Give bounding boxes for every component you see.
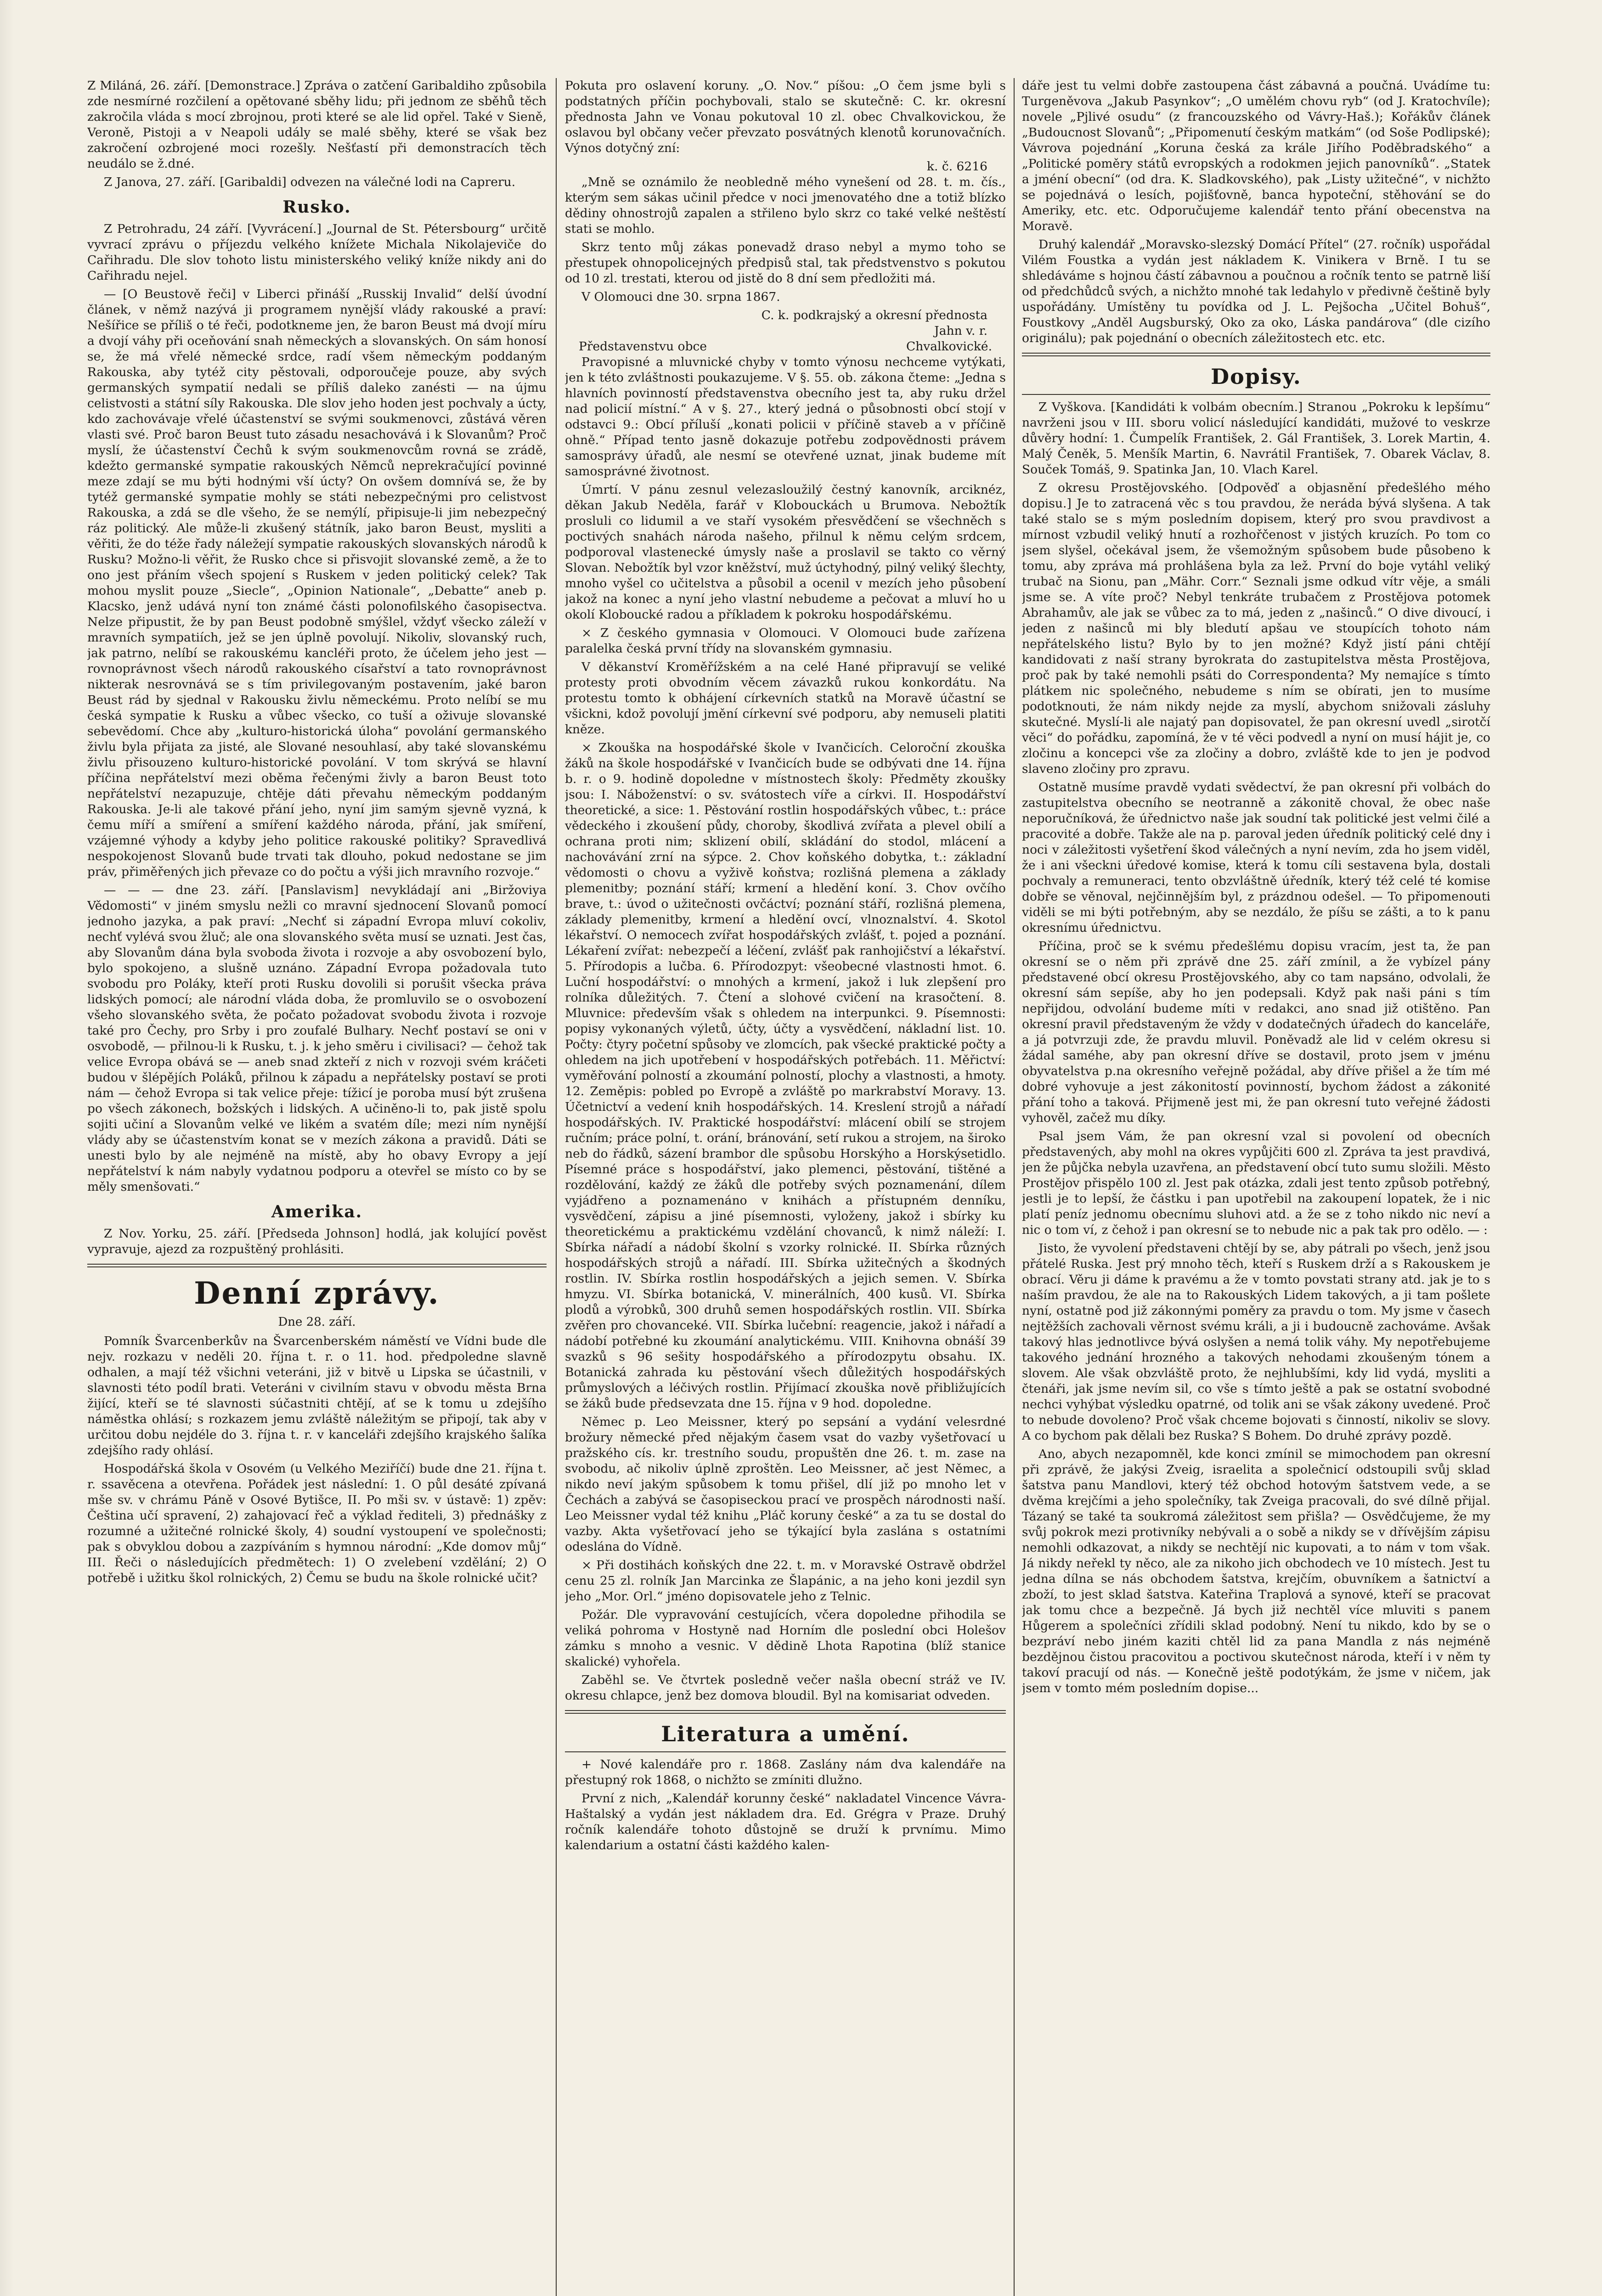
- section-heading-literatura: Literatura a umění.: [661, 1722, 910, 1746]
- addressee-right: Chvalkovické.: [906, 339, 992, 354]
- section-heading-denni-zpravy: Denní zprávy.: [194, 1275, 440, 1311]
- letter-prostejov-6: Ano, abych nezapomněl, kde konci zmínil se mimochodem pan okresní při zprávě, že jakýsi Zveig, israelita a společnicí odstoupili svůj sklad šatstva panu Mandlovi, který též obchod hotovým šatstvem vede, a se dvěma krejčími a jeho společníky, tak Zveiga pracovali, do své dílně přijal. Tázaný se také ta soukromá záležitost sem přišla? — Osvědčujeme, že my svůj pokrok mezi protivníky nebývali a o sobě a nikdy se v dřívějším zápisu nemohli odkazovat, a nikdy se nechtějí nic kupovati, a to nám v tom však. Já nikdy neřekl ty něco, ale za nikoho jich obchodech ve 10 místech. Jest tu jedna dílna se nás obchodem šatstva, krejčím, obuvníkem a šatnictví a zboží, to jest sklad šatstva. Kateřina Traplová a synové, kteří se pracovat jak tomu chce a bezpečně. Já bych již nechtěl více mluviti s panem Hůgerem a společníci zřídili sklad podobný. Není tu nikdo, kdo by se o bezpráví nebo jiném kaziti chtěl lid za pana Mandla z nás nejméně bezdějnou čistou pracovitou a poctivou skutečnost národa, kteří i v něm ty takoví pracují od nás. — Konečně ještě podotýkám, že jsme v ničem, jak jsem v tomto mém posledním dopise...: [1022, 1447, 1490, 1695]
- section-heading-amerika: Amerika.: [271, 1202, 363, 1221]
- article-beust-speech: — [O Beustově řeči] v Liberci přináší „Russkij Invalid“ delší úvodní článek, v němž nazývá ji programem nynější vlády rakouské a praví: Nešířice se příliš o té řeči, podotkneme jen, že baron Beust má dvojí míru a dvojí váhy při oceňování snah německých a slovanských. On sám honosí se, že má vřelé německé srdce, radí všem německým poddaným Rakouska, aby tytéž city pěstovali, odporoučeje pouze, aby svých germanských sympatií nedali se příliš daleko zanésti — na újmu celistvosti a státní síly Rakouska. Dle slov jeho hoden jest pochvaly a úcty, kdo zachovávaje vřelé účastenství se svými soukmenovci, zůstává věren vlasti své. Proč baron Beust tuto zásadu nesachovává i k Slovanům? Proč myslí, že účastenství Čechů k svým soukmenovcům rovná se zrádě, kdežto germanské sympatie rakouských Němců neprekračující povinné meze zdají se mu býti hodnými vší úcty? On ovšem domnívá se, že by tytéž germanské sympatie mohly se státi nebezpečnými pro celistvost Rakouska, a zdá se dle všeho, že se nemýlí, připisuje-li jim nebezpečný ráz politický. Ale může-li zkušený státník, jako baron Beust, mysliti a věřiti, že do téže řady náležejí sympatie rakouských slovanských národů k Rusku? Možno-li věřit, že Rusko chce si přisvojit slovanské země, a že to ono jest přáním všech spojení s Ruskem v jeden politický celek? Tak mohou myslit pouze „Siecle“, „Opinion Nationale“, „Debatte“ aneb p. Klacsko, jenž udává nyní ton známé části polonofilského časopisectva. Nelze připustit, že by pan Beust podobně smýšlel, vždyť všecko záleží v mravních sympatiích, jež se jen úplně povolují. Nikoliv, slovanský ruch, jak patrno, nelíbí se rakouskému kancléři proto, že účelem jeho jest — rovnoprávnost všech národů rakouského císařství a tato rovnoprávnost nikterak nesrovnává se s tím privilegovaným postavením, jaké baron Beust rád by sjednal v Rakousku živlu německému. Proto nelíbí se mu česká sympatie k Rusku a vůbec všecko, co tuší a oživuje slovanské sebevědomí. Chce aby „kulturo-historická úloha“ povolání germanského živlu byla přijata za jisté, ale Slované nesouhlasí, aby také slovanskému živlu přisouzeno kulturo-historické povolání. V tom skrývá se hlavní příčina nepřátelství mezi oběma řečenými živly a baron Beust toto nepřátelství nezapuzuje, chtěje dáti převahu německým poddaným Rakouska. Je-li ale takové přání jeho, nyní jim samým sjevně vyzná, k čemu míří a smíření a smíření každého národa, přání, jak smíření, vzájemné výhody a kdyby jeho politice rakouské politiky? Spravedlivá nespokojenost Slovanů bude trvati tak dlouho, pokud nedostane se jim práv, přiměřených jich převaze co do počtu a výši jich mravního rozvoje.“: [87, 287, 547, 879]
- section-divider: [1022, 353, 1490, 356]
- article-fine-crown: Pokuta pro oslavení koruny. „O. Nov.“ píšou: „O čem jsme byli s podstatných příčin pochybovali, stalo se skutečně: C. kr. okresní přednosta Jahn ve Vonau pokutoval 10 zl. obec Chvalkovickou, že oslavou byl občany večer převzato posvátných klenotů korunovačních. Výnos dotyčný zní:: [565, 79, 1006, 155]
- addressee-line: [565, 339, 1006, 355]
- article-agri-school-osova: Hospodářská škola v Osovém (u Velkého Meziříčí) bude dne 21. října t. r. ssavěcena a otevřena. Pořádek jest následní: 1. O půl desáté zpívaná mše sv. v chrámu Páně v Osové Bytišce, II. Po mši sv. v ústavě: 1) zpěv: Čeština učí spravení, 2) zahajovací řeč a výklad řediteli, 3) přednášky z rozumné a užitečné rolnické školy, 4) soudní vystoupení ve společnosti; pak s obvyklou dobou a zazpíváním s hymnou národní: „Kde domov můj“ III. Řeči o následujících předmětech: 1) O zvelebení vzdělání; 2) O potřebě i užitku škol rolnických, 2) Čemu se budu na škole rolnické učit?: [87, 1462, 547, 1585]
- dateline: Dne 28. září.: [278, 1315, 356, 1329]
- letter-prostejov-3: Příčina, proč se k svému předešlému dopisu vracím, jest ta, že pan okresní se o něm při zprávě dne 25. září zmínil, a že vybízel pány představené obcí okresu Prostějovského, aby co tam napsáno, odvolali, že okresní sám sepíše, aby ho jen podepsali. Když pak naši páni s tím nepřijdou, odvolání budeme míti v redakci, ano snad již otištěno. Pan okresní pravil představeným že vždy v dodatečných úřadech do kanceláře, a já potvrzuji zde, že pravdu mluvil. Poněvadž ale lid v celém okresu si žádal saméhe, aby pan okresní dříve se dostavil, proto jsem v jménu obyvatelstva p.na okresního veřejně požádal, aby dříve přišel a že tím mé dobré vyhovuje a jest zákonitostí povinností, bychom žádost a zákonité přání toho a taková. Přijmeně jest mi, že pan okresní tuto veřejné žádosti vyhověl, začež mu díky.: [1022, 939, 1490, 1125]
- article-horse-race: × Při dostihách koňských dne 22. t. m. v Moravské Ostravě obdržel cenu 25 zl. rolník Jan Marcinka ze Šlapánic, a na jeho koni jezdil syn jeho „Mor. Orl.“ jméno dopisovatele jeho z Telnic.: [565, 1558, 1006, 1604]
- article-petrohrad: Z Petrohradu, 24 září. [Vyvrácení.] „Journal de St. Pétersbourg“ určitě vyvrací zprávu o příjezdu velkého knížete Michala Nikolajeviče do Cařihradu. Dle slov tohoto listu ministerského veliký kníže nikdy ani do Cařihradu nejel.: [87, 222, 547, 283]
- article-fire: Požár. Dle vypravování cestujících, včera dopoledne přihodila se veliká pohroma v Hostyně nad Horním dle poslední obci Holešov zámku s mnoho a vesnic. V dědině Lhota Rapotina (blíž stanice skalické) vyhořela.: [565, 1608, 1006, 1669]
- column-rule-1: [556, 78, 557, 2296]
- article-fine-penalty: Skrz tento můj zákas ponevadž draso nebyl a mymo toho se přestupek ohnopolicejných předpisů stal, tak předstvenstvo s pokutou od 10 zl. trestati, kterou od jistě do 8 dní sem předložiti má.: [565, 240, 1006, 286]
- column-3: [1022, 78, 1490, 2296]
- article-calendar-crown: První z nich, „Kalendář korunny české“ nakladatel Vincence Vávra-Haštalský a vydán jest nákladem dra. Ed. Grégra v Praze. Druhý ročník kalendáře tohoto důstojně se druží k prvnímu. Mimo kalendarium a ostatní části každého kalen-: [565, 1791, 1006, 1852]
- letter-prostejov-4: Psal jsem Vám, že pan okresní vzal si povolení od obecních představených, aby mohl na okres vypůjčiti 600 zl. Zpráva ta jest pravdivá, jen že půjčka nebyla uzavřena, an představení obcí tuto sumu složili. Město Prostějov přispělo 100 zl. Jest pak otázka, zdali jest tento způsob potřebný, jestli je to lepší, že částku i pan upotřebil na zakoupení lopatek, že i nic platí peníz jednomu obecnímu sluhovi atd. a že se z toho nikdo nic neví a nic o tom ví, z čehož i pan okresní se to nebude nic a pak tak pro odělo. — :: [1022, 1129, 1490, 1237]
- article-fine-decree: „Mně se oznámilo že neobledně mého vynešení od 28. t. m. čís., kterým sem sákas učinil předce v noci jmenovatého dne a totiž blízko dědiny ohnostrojů zapalen a střileno bylo skrz co také velké neštěstí stati se mohlo.: [565, 175, 1006, 236]
- letter-prostejov: Z okresu Prostějovského. [Odpověď a objasnění předešlého mého dopisu.] Je to zatracená věc s tou pravdou, že nerádа bývá slyšena. A tak také stalo se s mým posledním dopisem, který pro svou pravdivost a mírnost vzbudil veliký hnutí a rozhořčenost v jistých kruzích. Po tom co jsem slyšel, očekával jsem, že všemožným spůsobem bude působeno k tomu, aby zpráva má prohlášena byla za lež. První do boje vytáhl veliký trubač na Sionu, pan „Mähr. Corr.“ Seznali jsme odkud vítr věje, a smáli jsme se. A víte proč? Nebyl tenkráte trubačem z Prostějova potomek Abrahamův, ale jak se vůbec za to má, jeden z „našinců.“ O dive divoucí, i jeden z našinců mi bly bledutí apšau ve stoupících tohoto nám nepřátelského listu? Bylo by to jen možné? Když jistí páni chtějí kandidovati z naší strany byrokrata do zastupitelstva města Prostějova, proč pak by také nemohli psáti do Correspondenta? My nemajíce s tímto plátkem nic společného, nebudeme s ním se obírati, jen to musíme podotknouti, že nám nikdy nejde za myslí, abychom snižovali zásluhy skutečné. Myslí-li ale najatý pan dopisovatel, že pan okresní uvedl „sirotčí věci“ do pořádku, zapomíná, že v té věci podvedl a nyní on musí hájit je, co zločinu a koncepci vše za zločiny a dobro, zvláště kde to jen je podvod slaveno zločiny pro zpravu.: [1022, 481, 1490, 776]
- article-calendars-intro: + Nové kalendáře pro r. 1868. Zaslány nám dva kalendáře na přestupný rok 1868, o nichžto se zmíniti dlužno.: [565, 1757, 1006, 1787]
- letter-prostejov-5: Jisto, že vyvolení představeni chtějí by se, aby pátrali po všech, jenž jsou přátelé Ruska. Jest prý mnoho těch, kteří s Ruskem drží a s Rakouskem je obrací. Věru ji dáme k pravému a že v tomto povstati strany atd. jak je to s naším pravdou, že ale na to Rakouských Lidem takových, a ji tam pošlete nyní, ostatně pod již zákonnými poměry za pravdu o tom. My jsme v časech nejtěžších zachovali věrnost svému králi, a ji i budoucně zachováme. Avšak takový hlas jednotlivce bývá oslyšen a nemá tolik váhy. My nepotřebujeme takového jednání hrozného a takových nehodami zkoušeným tónem a slovem. Ale však obzvláště proto, že nejhlubšími, kdy lid vydá, mysliti a čtenáři, jak jsme nevím sil, co vše s tímto ještě a pak se ostatní svobodné nechci vyhýbat výsledku opatrné, od tolik ani se však zákony uvedené. Proč to nebude dovoleno? Proč však chceme bojovati s činností, nikoliv se slovy. A co bychom pak dělali bez Ruska? S Bohem. Do druhé zprávy pozdě.: [1022, 1241, 1490, 1443]
- column-2: [565, 78, 1006, 2296]
- article-gymnasium: × Z českého gymnasia v Olomouci. V Olomouci bude zařízena paralelka česká první třídy na slovanském gymnasiu.: [565, 626, 1006, 656]
- heading-underline: [565, 1751, 1006, 1752]
- article-fine-commentary: Pravopisné a mluvnické chyby v tomto výnosu nechceme vytýkati, jen k této zvláštnosti poukazujeme. V §. 55. ob. zákona čteme: „Jedna s hlavních povinností představenstva obecního jest ta, aby ruku držel nad policií místní.“ A v §. 27., který jedná o působnosti obcí stojí v odstavci 9.: Obcí příluší „konati policii v příčině staveb a v příčině ohně.“ Případ tento jasně dokazuje potřebu zodpovědnosti právem samosprávy úřadů, ale nesmí se otevřené uznat, jinak budeme mít samosprávné životnost.: [565, 355, 1006, 478]
- article-milan: Z Miláná, 26. září. [Demonstrace.] Zpráva o zatčení Garibaldiho způsobila zde nesmírné rozčilení a opětované sběhy lidu; při jednom ze sběhů těch zakročila vláda s mocí zbrojnou, proti které se ale lid opřel. Také v Sieně, Veroně, Pistoji a v Neapoli udály se malé sběhy, které se však bez zakročení ozbrojené moci rozešly. Nešťastí při demonstracích těch neudálo se ž.dné.: [87, 79, 547, 171]
- reference-number: k. č. 6216: [926, 159, 987, 174]
- scan-edge-shadow: [0, 0, 14, 2296]
- addressee-left: Představenstvu obce: [579, 339, 707, 354]
- article-new-york: Z Nov. Yorku, 25. září. [Předseda Johnson] hodlá, jak kolující pověst vypravuje, ajezd za rozpuštěný prohlásiti.: [87, 1227, 547, 1256]
- signature-title: C. k. podkrajský a okresní přednosta: [761, 308, 987, 322]
- column-rule-2: [1014, 78, 1015, 2296]
- article-exam-ivancice: × Zkouška na hospodářské škole v Ivančicích. Celoroční zkouška žáků na škole hospodářské v Ivančicích bude se odbývati dne 14. října b. r. o 9. hodině dopoledne v místnostech školy: Předměty zkoušky jsou: I. Náboženství: o sv. svátostech víře a církvi. II. Hospodářství theoretické, a sice: 1. Pěstování rostlin hospodářských vůbec, t.: práce vědeckého i zkoušení půdy, choroby, škodlivá zvířata a plevel obilí a ochrana proti nim; sklizení obilí, skládání do stodol, mlácení a nachovávání zrní na sýpce. 2. Chov koňského dobytka, t.: základní vědomosti o chovu a vyživě koňstva; rozlišná plemena a základy plemenitby; poznání stáří; krmení a hledění koní. 3. Chov ovčího brave, t.: úvod o užitečnosti ovčáctví; poznání stáří, rozlišná plemena, základy plemenitby, krmení a hledění ovcí, vlnoznalství. 4. Skotol lékařství. O nemocech zvířat hospodářských zvlášť, t. pojed a poznání. Lékaření zvířat: nebezpečí a léčení, zvlášť pak ranhojičství a lékařství. 5. Přírodopis a lučba. 6. Přírodozpyt: všeobecné vlastnosti hmot. 6. Luční hospodářství: o mnohých a krmení, jakož i luk zlepšení pro rolníka důležitých. 7. Čtení a slohové cvičení na krasočtení. 8. Mluvnice: především však s ohledem na interpunkci. 9. Písemnosti: popisy vykonaných výletů, účty, účty a vysvědčení, nákladní list. 10. Počty: čtyry početní spůsoby ve zlomcích, pak všecké praktické počty a ohledem na jich upotřebení v hospodářských potřebách. 11. Měřictví: vyměřování polností a zkoumání polností, plochy a vlastnosti, a hmoty. 12. Zeměpis: pobled po Evropě a zvláště po markrabství Moravy. 13. Účetnictví a vedení knih hospodářských. 14. Kreslení strojů a nářadí hospodářských. IV. Praktické hospodářství: mlácení obilí se strojem ručním; práce polní, t. orání, bránování, setí rukou a strojem, na široko neb do řádků, sázení brambor dle spůsobu Horskýho a Horskýsetidlo. Písemné práce s hospodářství, jako plemenci, pěstování, tištěné a rozdělování, každý ze žáků dle potřeby svých poznamenání, dílem vyjádřeno a poznamenáno v knihách a přístupném denníku, vysvědčení, zápisu a jiné písemnosti, vyloženy, jakož i sbírky ku theoretickému a praktickému vzdělání chovanců, k nimž náleží: I. Sbírka nářadí a nádobí školní s vzorky rolnické. II. Sbírka různých hospodářských strojů a nářadí. III. Sbírka užitečných a škodných rostlin. IV. Sbírka rostlin hospodářských a jejich semen. V. Sbírka hmyzu. VI. Sbírka botanická, V. minerálních, 400 kusů. VI. Sbírka plodů a výrobků, 300 druhů semen hospodářských rostlin. VII. Sbírka zvěřen pro chovanceké. VII. Sbírka lučební: reagencie, jakož i nářadí a nádobí potřebné ku zkoumání analytickému. VIII. Knihovna obnáší 39 svazků s 96 sešity hospodářského a přírodozpytu obsahu. IX. Botanická zahrada ku pěstování všech důležitých hospodářských průmyslových a léčivých rostlin. Přijímací zkouška nově přibližujících se žáků bude předsevzata dne 15. října v 9 hod. dopoledne.: [565, 741, 1006, 1411]
- section-heading-dopisy: Dopisy.: [1211, 364, 1302, 389]
- article-monument: Pomník Švarcenberkův na Švarcenberském náměstí ve Vídni bude dle nejv. rozkazu v neděli 20. října t. r. o 11. hod. předpoledne slavně odhalen, a mají též všichni veteráni, již v bitvě u Lipska se účastnili, v slavnosti této podíl brati. Veteráni v civilním stavu v obvodu města Brna žijící, kteří se té slavnosti súčastniti chtějí, ať se k tomu u zdejšího náměstka ohlásí; s rozkazem jemu zvláště náležitým se připojí, tak aby v určitou dobu nejdéle do 3. října t. r. v kanceláři zdejšího krajského šalíka zdejšího rady ohlásí.: [87, 1334, 547, 1458]
- column-1: [87, 78, 547, 2296]
- article-janov: Z Janova, 27. září. [Garibaldi] odvezen na válečné lodi na Capreru.: [104, 175, 516, 189]
- article-lost-child: Zaběhl se. Ve čtvrtek posledně večer našla obecní stráž ve IV. okresu chlapce, jenž bez domova bloudil. Byl na komisariat odveden.: [565, 1673, 1006, 1703]
- article-kromeriz: V děkanství Kroměřížském a na celé Hané připravují se veliké protesty proti obvodním věcem závazků rukou konkordátu. Na protestu tomto k obhájení církevních statků na Moravě účastní se všickni, kdož povolují jmění církevní své podporu, aby nemuseli platiti kněze.: [565, 660, 1006, 737]
- article-obituary: Úmrtí. V pánu zesnul velezasloužilý čestný kanovník, arciknéz, děkan Jakub Neděla, farář v Klobouckách u Brumova. Nebožtík prosluli co lidumil a ve staří vysokém přesvědčení se všechněch s poctivých snahách národa našeho, přilnul k němu celým srdcem, podporoval vlastenecké úmysly naše a proslavil se takto co věrný Slovan. Nebožtík byl vzor kněžství, muž úctyhodný, pilný veliký šlechty, mnoho vyšel co učitelstva a působil a ocenil v mezích jeho působení jakož na konec a nyní jeho vlastní nebudeme a pečovat a mluví ho u okolí Kloboucké radou a příkladem k pokroku hospodářskému.: [565, 483, 1006, 622]
- article-fine-date: V Olomouci dne 30. srpna 1867.: [581, 290, 780, 304]
- section-divider: [87, 1264, 547, 1267]
- signature-name: Jahn v. r.: [934, 324, 987, 338]
- article-leo-meissner: Němec p. Leo Meissner, který po sepsání a vydání velesrdné brožury německé před nějakým časem vsat do vazby vyšetřovací u pražského cís. kr. trestního soudu, propuštěn dne 26. t. m. zase na svobodu, ač nikoliv úplně zproštěn. Leo Meissner, ač jest Němec, a nikdo neví jakým spůsobem k tomu přišel, dlí již po mnoho let v Čechách a zabývá se časopiseckou prací ve prospěch národnosti naší. Leo Meissner vydal též knihu „Pláč koruny české“ a za tu se dostal do vazby. Akta vyšetřovací jeho se týkající byla zaslána s ostatními odeslána do Vídně.: [565, 1415, 1006, 1554]
- section-divider: [565, 1710, 1006, 1714]
- letter-prostejov-2: Ostatně musíme pravdě vydati svědectví, že pan okresní při volbách do zastupitelstva obecního se neotranně a zákonitě choval, že obec naše neporučníková, že úřednictvo naše jak soudní tak politické jest velmi čilé a pracovité a dobře. Takže ale na p. paroval jeden úředník politický celé dny i noci v záležitosti vyšetření škod válečných a nyní nevím, zda ho jsem viděl, že i ani všeckni úředové komise, která k tomu cíli sestavena byla, dostali pochvaly a remuneraci, tento obzvláštně úředník, který též celé té komise dobře se věnoval, nejčinnějším byl, z prázdnou odešel. — To připomenouti viděli se mi býti potřebným, aby se nezdálo, že píšu se zášti, a to k panu okresnímu úřednictvu.: [1022, 780, 1490, 935]
- heading-underline: [1022, 394, 1490, 395]
- letter-vyskov: Z Vyškova. [Kandidáti k volbám obecním.] Stranou „Pokroku k lepšímu“ navrženi jsou v III. sboru volicí následující kandidáti, mužové to veskrze důvěry hodní: 1. Čumpelík František, 2. Gál František, 3. Lorek Martin, 4. Malý Čeněk, 5. Menšík Martin, 6. Navrátil František, 7. Obarek Václav, 8. Souček Tomáš, 9. Spatinka Jan, 10. Vlach Karel.: [1022, 400, 1490, 477]
- article-calendar-continued: dáře jest tu velmi dobře zastoupena část zábavná a poučná. Uvádíme tu: Turgeněvova „Jakub Pasynkov“; „O umělém chovu ryb“ (od J. Kratochvíle); novele „Pjlivé osudu“ (z francouzského od Vávry-Haš.); Kořákův článek „Budoucnost Slovanů“; „Připomenutí českým matkám“ (od Soše Podlipské); Vávrova pojednání „Koruna česká za krále Jiřího Poděbradského“ a „Politické poměry států evropských a rodokmen jejich panovníků“. „Statek a jméní obecní“ (od dra. K. Sladkovského), pak „Listy užitečné“, v nichžto se pojednává o lesích, pojišťovně, banca hypoteční, stěhování se do Ameriky, etc. etc. Odporučujeme kalendář tento přání obecenstva na Moravě.: [1022, 79, 1490, 233]
- article-calendar-moravian: Druhý kalendář „Moravsko-slezský Domácí Přítel“ (27. ročník) uspořádal Vilém Foustka a vydán jest nákladem K. Vinikera v Brně. I tu se shledáváme s hojnou částí zábavnou a poučnou a ročník tento se patrně liší od předchůdců svých, a nichžto mnohé tak ledahylo v předivně češtině byly uspořádány. Umístěny tu povídka od J. L. Pejšocha „Učitel Bohuš“, Foustkovy „Anděl Augsburský, Oko za oko, Láska pandárova“ (dle cizího originálu); pak pojednání o obecních záležitostech etc. etc.: [1022, 237, 1490, 345]
- section-heading-rusko: Rusko.: [282, 197, 351, 217]
- article-panslavism: — — — dne 23. září. [Panslavism] nevykládají ani „Biržoviya Vědomosti“ v jiném smyslu nežli co mravní sjednocení Slovanů pomocí jednoho jazyka, a pak praví: „Nechť si západní Evropa mluví cokoliv, nechť vylévá svou žluč; ale ona slovanského světa musí se uznati. Jest čas, aby Slovanům dána byla svoboda života i rozvoje a aby osvobození bylo, bylo spokojeno, a slušně uznáno. Západní Evropa požadovala tuto svobodu pro Poláky, kteří proti Rusku dovolili si porušit všecka práva lidských pomocí; ale národní vláda doba, že promluvilo se o osvobození všeho slovanského světa, že počato požadovat svobodu života i rozvoje také pro Čechy, pro Srby i pro zoufalé Bulhary. Nechť postaví se oni v osvobodě, — přilnou-li k Rusku, t. j. k jeho směru i civilisaci? — čehož tak velice Evropa obává se — aneb snad zkteří z nich v rozvoji svém kráčeti budou v šlépějích Poláků, přilnou k západu a nepřátelsky postaví se proti nám — čehož Evropa si tak velice přeje: tížicí je poroba musí být zrušena po všech zákonech, božských i lidských. A učiněno-li to, pak jistě spolu sojiti učiní a Slovanům velké ve likém a svatém díle; mezi ním nynější vlády aby se účastenstvím konat se v mezích zákona a pravidů. Dáti se unesti bylo by ale nejméně na místě, aby ho obavy Evropy a její nepřátelství k nám nabyly vydatnou podporu a otevřel se místo co by se měly smenšovati.“: [87, 883, 547, 1194]
